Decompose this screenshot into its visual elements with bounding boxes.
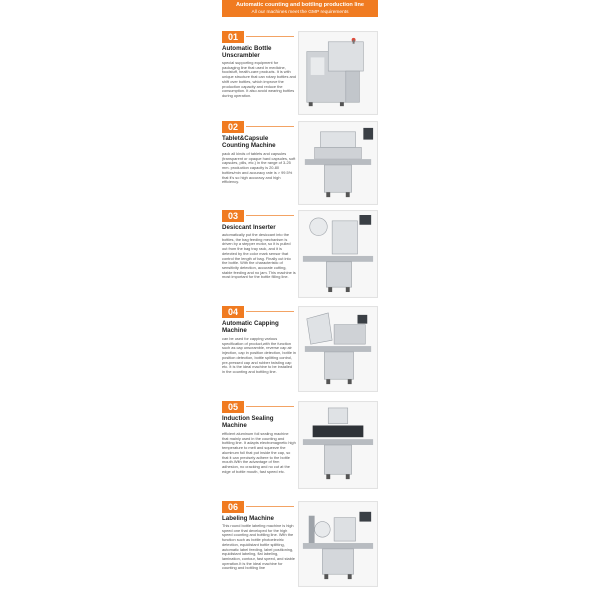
step-number-badge: 03 — [222, 210, 244, 222]
desiccant-inserter-illustration — [299, 211, 377, 297]
step-description: special supporting equipment for packaging line that used in medicine, foodstuff, health-care products. It is with unique structure that can rotary bottles and shift over bottles, which improve the production capacity and reduce the consumption. It also avoid wearing bottles during operation. — [222, 60, 296, 98]
counting-machine-illustration — [299, 122, 377, 204]
labeling-machine-illustration — [299, 502, 377, 586]
step-title: Labeling Machine — [222, 515, 274, 522]
step-card-02 — [222, 121, 378, 205]
step-description: pack all kinds of tablets and capsules (transparent or opaque hard capsules, soft capsules, pills, etc.) in the range of 3-25 mm. production capacity is 20-80 bottles/min and accuracy rate is > 99.5% that it's so high accuracy and high efficiency. — [222, 151, 296, 185]
step-title: Automatic Capping Machine — [222, 320, 279, 334]
induction-sealer-illustration — [299, 402, 377, 488]
machine-photo-labeling-machine — [298, 501, 378, 587]
step-card-01 — [222, 31, 378, 115]
step-number-badge: 04 — [222, 306, 244, 318]
step-title: Desiccant Inserter — [222, 224, 276, 231]
step-number-badge: 05 — [222, 401, 244, 413]
bottle-unscrambler-illustration — [299, 32, 377, 114]
machine-photo-bottle-unscrambler — [298, 31, 378, 115]
step-number-badge: 01 — [222, 31, 244, 43]
step-card-04 — [222, 306, 378, 394]
step-description: efficient aluminum foil sealing machine that mainly used in the counting and bottling line. It adapts electromagnetic high temperature to melt and squeeze the aluminum foil that put inside the cap, so that it can precisely adhere to the bottle mouth.With the advantage of firm adhesion, no cracking and no cut at the edge of bottle mouth, fast speed etc. — [222, 431, 296, 474]
step-card-06 — [222, 501, 378, 593]
machine-photo-induction-sealer — [298, 401, 378, 489]
step-number-badge: 02 — [222, 121, 244, 133]
step-card-05 — [222, 401, 378, 493]
step-card-03 — [222, 210, 378, 300]
machine-photo-desiccant-inserter — [298, 210, 378, 298]
page-subtitle: All our machines meet the GMP requirements — [251, 10, 349, 15]
page-title: Automatic counting and bottling production line — [235, 2, 365, 8]
machine-photo-counting-machine — [298, 121, 378, 205]
header-banner — [222, 0, 378, 17]
step-description: automatically put the desiccant into the bottles, the bag feeding mechanism is driven by a stepper motor, so it is pulled out from the bag tray rack, and it is detected by the color mark sensor that control the length of bag. Finally cut into the bottle. With the characteristic of sensitivity detection, accurate cutting, stable feeding and no jam. This machine is most important for the bottle filling line. — [222, 232, 296, 280]
capping-machine-illustration — [299, 307, 377, 391]
step-description: This round bottle labeling machine is high speed one that developed for the high speed counting and bottling line. With the function such as bottle photoelectric detection, equidistant bottle splitting, automatic label feeding, label positioning, equidistant labeling, flat labeling, lamination, contour, fast speed, and stable operation.It is the ideal machine for counting and bottling line — [222, 523, 295, 571]
step-title: Automatic Bottle Unscrambler — [222, 45, 272, 59]
step-number-badge: 06 — [222, 501, 244, 513]
step-title: Tablet&Capsule Counting Machine — [222, 135, 276, 149]
step-description: can be used for capping various specification of product,with the function such as cap unscramble, reverse cap air injection, cap in position detection, bottle in position detection, bottle splitting control, pre-pressed cap and rubber twisting cap etc. It is the ideal machine to be installed in the counting and bottling line. — [222, 336, 296, 374]
step-title: Induction Sealing Machine — [222, 415, 274, 429]
machine-photo-capping-machine — [298, 306, 378, 392]
